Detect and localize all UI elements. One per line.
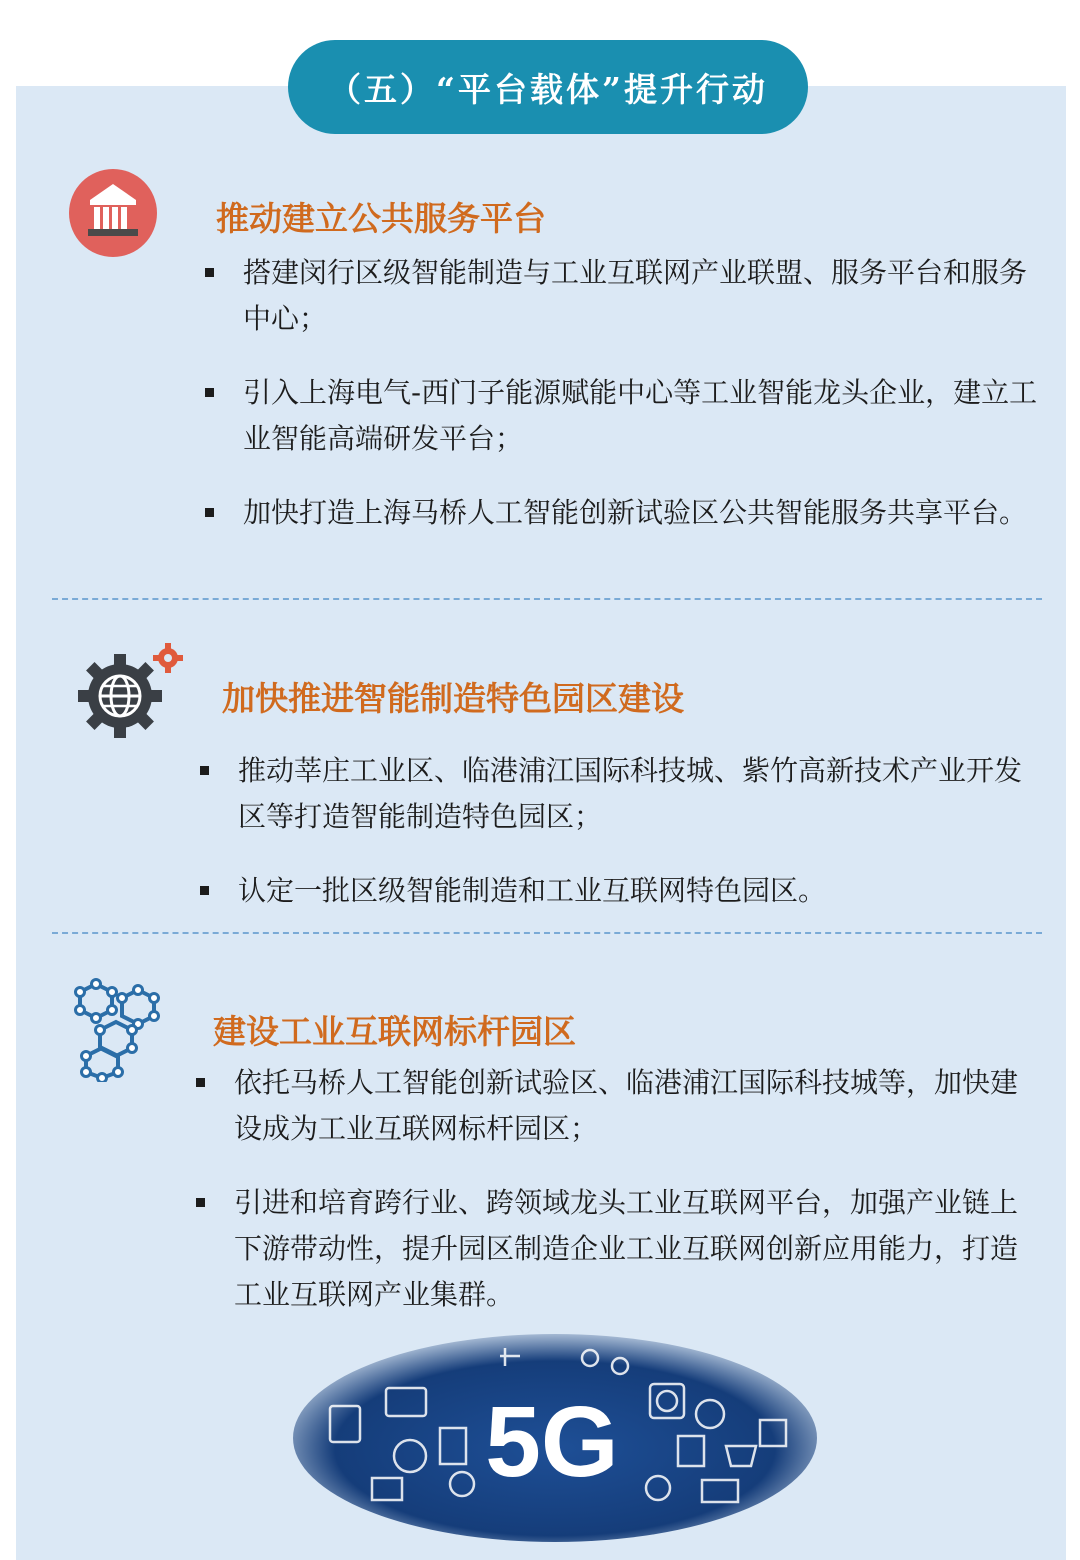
bullet-list — [200, 748, 1040, 942]
bullet-list — [196, 1060, 1042, 1346]
list-item-text: 认定一批区级智能制造和工业互联网特色园区。 — [238, 874, 827, 907]
government-building-icon — [68, 168, 158, 258]
section-heading: 建设工业互联网标杆园区 — [213, 1012, 576, 1051]
list-item-text: 搭建闵行区级智能制造与工业互联网产业联盟、服务平台和服务中心； — [243, 256, 1028, 335]
list-item-text: 引入上海电气-西门子能源赋能中心等工业智能龙头企业，建立工业智能高端研发平台； — [243, 376, 1038, 455]
5g-iot-cloud-icon — [290, 1328, 820, 1542]
section-divider — [52, 598, 1042, 600]
list-item-text: 引进和培育跨行业、跨领域龙头工业互联网平台，加强产业链上下游带动性，提升园区制造企业工业互联网创新应用能力，打造工业互联网产业集群。 — [234, 1186, 1019, 1311]
list-item-text: 推动莘庄工业区、临港浦江国际科技城、紫竹高新技术产业开发区等打造智能制造特色园区； — [238, 754, 1023, 833]
list-item — [200, 868, 1040, 914]
list-item-text: 依托马桥人工智能创新试验区、临港浦江国际科技城等，加快建设成为工业互联网标杆园区； — [234, 1066, 1019, 1145]
list-item — [196, 1060, 1042, 1152]
globe-gear-icon — [78, 640, 188, 740]
hexagon-network-icon — [66, 972, 172, 1082]
page-title: （五）“平台载体”提升行动 — [288, 40, 808, 134]
list-item — [205, 250, 1045, 342]
bullet-list — [205, 250, 1045, 564]
5g-label: 5G — [485, 1386, 619, 1498]
list-item — [200, 748, 1040, 840]
section-heading: 推动建立公共服务平台 — [216, 199, 546, 238]
list-item — [196, 1180, 1042, 1318]
section-divider — [52, 932, 1042, 934]
section-heading: 加快推进智能制造特色园区建设 — [222, 679, 684, 718]
list-item — [205, 490, 1045, 536]
list-item — [205, 370, 1045, 462]
list-item-text: 加快打造上海马桥人工智能创新试验区公共智能服务共享平台。 — [243, 496, 1028, 529]
